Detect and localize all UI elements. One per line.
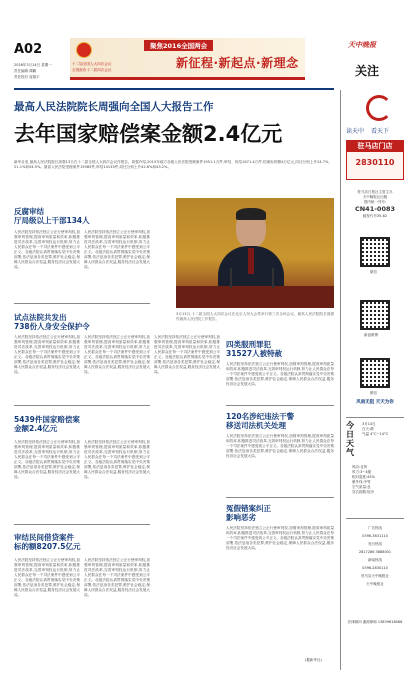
contact-label: 驻马店天中晚报社 (361, 574, 389, 578)
microphone-icon (272, 268, 274, 288)
brand-strip: 风雨无阻 天天为你 (356, 400, 394, 405)
info-line: 驻马店日报社主管主办 (357, 190, 393, 194)
subhead-protection-orders (14, 313, 90, 331)
microphone-icon (230, 268, 232, 288)
weather-line: 风力:3~4级 (352, 470, 372, 474)
legal-advisor: 法律顾问 谢源律师 13839618066 (347, 620, 403, 624)
contact-label: 新闻热线 (368, 558, 382, 562)
body-text: 人民法院坚持依法独立公正行使审判权,加强审判管理,提高审判质量和效率,积极推进司法改革,完善审判权运行机制,努力让人民群众在每一个司法案件中感受到公平正义。各级法院认真贯彻落实党中央决策部署,依法惩治各类犯罪,维护社会稳定,保障人民群众合法权益,服务经济社会发展大局。 (14, 335, 80, 374)
speaker-hair (236, 208, 266, 220)
body-text: 人民法院坚持依法独立公正行使审判权,加强审判管理,提高审判质量和效率,积极推进司法改革,完善审判权运行机制,努力让人民群众在每一个司法案件中感受到公平正义。各级法院认真贯彻落实党中央决策部署,依法惩治各类犯罪,维护社会稳定,保障人民群众合法权益,服务经济社会发展大局。 (154, 335, 220, 374)
proofreader-line: 责任校对 庞翔宇 (14, 75, 40, 79)
sidebar-ad (346, 140, 404, 180)
subhead-text: 5439件国家赔偿案 (14, 415, 80, 424)
weather-details (352, 465, 375, 495)
contact-value: 2817286 3888001 (358, 550, 392, 554)
ad-phone: 2830110 (355, 158, 395, 167)
subhead-state-compensation (14, 415, 80, 433)
weather-title: 今日天气 (346, 421, 354, 457)
subhead-text: 金额2.4亿元 (14, 424, 58, 433)
banner-sub2: 全国政协十二届四次会议 (72, 68, 112, 72)
news-photo (176, 198, 334, 308)
body-text: 人民法院坚持依法独立公正行使审判权,加强审判管理,提高审判质量和效率,积极推进司法改革,完善审判权运行机制,努力让人民群众在每一个司法案件中感受到公平正义。各级法院认真贯彻落实党中央决策部署,依法惩治各类犯罪,维护社会稳定,保障人民群众合法权益,服务经济社会发展大局。 (84, 440, 150, 479)
contact-label: 天中晚报社 (366, 582, 384, 586)
subhead-anti-corruption (14, 207, 90, 225)
subhead-text: 反腐审结 (14, 207, 44, 216)
kicker: 最高人民法院院长周强向全国人大报告工作 (14, 101, 214, 113)
info-line: 国内统一刊号: (363, 200, 387, 204)
headline: 去年国家赔偿案金额2.4亿元 (14, 122, 283, 146)
subhead-text: 移送司法机关处理 (226, 421, 286, 430)
page-number: A02 (14, 42, 43, 57)
section-title: 关注 (355, 64, 380, 78)
lead-paragraph: 新华社电 最高人民法院院长周强13日在十二届全国人大四次会议作报告。周强介绍,2015年地方各级人民法院受理案件1951.1万件,审结、执结1671.4万件,结案标的额4万亿元,同比分别上升24.7%、21.1%和54.5%。最高人民法院受理案件15985件,审结14135件,同比分别上升42.6%和43.2%。 (14, 160, 332, 169)
subhead-text: 审结民间借贷案件 (14, 533, 74, 542)
weather-line: 气温 4°C~14°C (362, 432, 389, 436)
contact-label: 广告热线 (368, 526, 382, 530)
qr-code-icon (360, 237, 390, 267)
speaker-tie (248, 248, 254, 274)
qr-label: 微信 (370, 391, 377, 395)
weather-date: 3月14日 (362, 422, 376, 426)
weather-line: 紫外线:中等 (352, 480, 371, 484)
qr-label: 新浪微博 (364, 333, 378, 337)
banner-sub1: 十二届全国人大四次会议 (72, 62, 112, 66)
body-text: 人民法院坚持依法独立公正行使审判权,加强审判管理,提高审判质量和效率,积极推进司法改革,完善审判权运行机制,努力让人民群众在每一个司法案件中感受到公平正义。各级法院认真贯彻落实党中央决策部署,依法惩治各类犯罪,维护社会稳定,保障人民群众合法权益,服务经济社会发展大局。 (226, 362, 334, 386)
banner (70, 38, 305, 80)
subhead-text: 试点法院共发出 (14, 313, 67, 322)
lectern (176, 286, 334, 308)
subhead-text: 738份人身安全保护令 (14, 322, 90, 331)
subhead-text: 冤假错案纠正 (226, 504, 271, 513)
contact-list (346, 524, 404, 588)
subhead-private-lending (14, 533, 80, 551)
publisher-info (346, 190, 404, 219)
body-text: 人民法院坚持依法独立公正行使审判权,加强审判管理,提高审判质量和效率,积极推进司法改革,完善审判权运行机制,努力让人民群众在每一个司法案件中感受到公平正义。各级法院认真贯彻落实党中央决策部署,依法惩治各类犯罪,维护社会稳定,保障人民群众合法权益,服务经济社会发展大局。 (84, 230, 150, 269)
date-line: 2016年3月14日 星期一 (14, 63, 52, 67)
info-line: 邮发代号35-62 (362, 214, 388, 218)
body-text: 人民法院坚持依法独立公正行使审判权,加强审判管理,提高审判质量和效率,积极推进司法改革,完善审判权运行机制,努力让人民群众在每一个司法案件中感受到公平正义。各级法院认真贯彻落实党中央决策部署,依法惩治各类犯罪,维护社会稳定,保障人民群众合法权益,服务经济社会发展大局。 (226, 434, 334, 458)
paper-logo: 天中晚报 (348, 41, 376, 49)
banner-title: 聚焦2016全国两会 (144, 40, 213, 51)
end-note: (据新华社) (305, 658, 322, 662)
subhead-text: 标的额8207.5亿元 (14, 542, 81, 551)
subhead-text: 31527人被特赦 (226, 349, 283, 358)
paper-swirl-icon (366, 95, 392, 121)
weather-line: 相对湿度:45% (352, 475, 375, 479)
qr-code-icon (360, 300, 390, 330)
subhead-police-discipline (226, 412, 294, 430)
tagline (346, 126, 389, 135)
weather-line: 白天:晴 (362, 427, 374, 431)
emblem-icon (76, 42, 92, 58)
photo-caption: 3月13日,十二届全国人大四次会议在北京人民大会堂举行第三次全体会议。最高人民法院院长周强作最高人民法院工作报告。 (176, 312, 334, 321)
body-text: 人民法院坚持依法独立公正行使审判权,加强审判管理,提高审判质量和效率,积极推进司法改革,完善审判权运行机制,努力让人民群众在每一个司法案件中感受到公平正义。各级法院认真贯彻落实党中央决策部署,依法惩治各类犯罪,维护社会稳定,保障人民群众合法权益,服务经济社会发展大局。 (14, 440, 80, 479)
info-line: 天中晚报社出版 (362, 195, 388, 199)
tagline-part: 读天中 (346, 128, 365, 135)
weather-line: 穿衣指数:较冷 (352, 490, 375, 494)
subhead-text: 厅局级以上干部134人 (14, 216, 90, 225)
body-text: 人民法院坚持依法独立公正行使审判权,加强审判管理,提高审判质量和效率,积极推进司法改革,完善审判权运行机制,努力让人民群众在每一个司法案件中感受到公平正义。各级法院认真贯彻落实党中央决策部署,依法惩治各类犯罪,维护社会稳定,保障人民群众合法权益,服务经济社会发展大局。 (84, 335, 150, 374)
body-text: 人民法院坚持依法独立公正行使审判权,加强审判管理,提高审判质量和效率,积极推进司法改革,完善审判权运行机制,努力让人民群众在每一个司法案件中感受到公平正义。各级法院认真贯彻落实党中央决策部署,依法惩治各类犯罪,维护社会稳定,保障人民群众合法权益,服务经济社会发展大局。 (226, 526, 334, 550)
subhead-wrongful-cases (226, 504, 271, 522)
issn: CN41-0083 (354, 205, 396, 213)
body-text: 人民法院坚持依法独立公正行使审判权,加强审判管理,提高审判质量和效率,积极推进司法改革,完善审判权运行机制,努力让人民群众在每一个司法案件中感受到公平正义。各级法院认真贯彻落实党中央决策部署,依法惩治各类犯罪,维护社会稳定,保障人民群众合法权益,服务经济社会发展大局。 (14, 230, 80, 269)
weather-line: 风向:北风 (352, 465, 368, 469)
qr-code-icon (360, 358, 390, 388)
contact-value: 0396-3831110 (362, 534, 388, 538)
tagline-part: 看天下 (370, 128, 389, 135)
editor-line: 责任编辑 谭鹏 (14, 69, 37, 73)
banner-slogan: 新征程·新起点·新理念 (176, 56, 299, 70)
body-text: 人民法院坚持依法独立公正行使审判权,加强审判管理,提高审判质量和效率,积极推进司法改革,完善审判权运行机制,努力让人民群众在每一个司法案件中感受到公平正义。各级法院认真贯彻落实党中央决策部署,依法惩治各类犯罪,维护社会稳定,保障人民群众合法权益,服务经济社会发展大局。 (14, 558, 80, 597)
subhead-text: 四类服刑罪犯 (226, 340, 271, 349)
body-text: 人民法院坚持依法独立公正行使审判权,加强审判管理,提高审判质量和效率,积极推进司法改革,完善审判权运行机制,努力让人民群众在每一个司法案件中感受到公平正义。各级法院认真贯彻落实党中央决策部署,依法惩治各类犯罪,维护社会稳定,保障人民群众合法权益,服务经济社会发展大局。 (84, 558, 150, 597)
contact-value: 0396-2830110 (362, 566, 388, 570)
subhead-text: 120名涉纪违法干警 (226, 412, 295, 421)
qr-label: 微信 (370, 270, 377, 274)
weather-line: 空气质量:良 (352, 485, 371, 489)
subhead-special-pardon (226, 340, 282, 358)
ad-title: 驻马店门店 (347, 141, 403, 152)
weather-summary (362, 422, 388, 437)
subhead-text: 影响恶劣 (226, 513, 256, 522)
contact-label: 发行热线 (368, 542, 382, 546)
